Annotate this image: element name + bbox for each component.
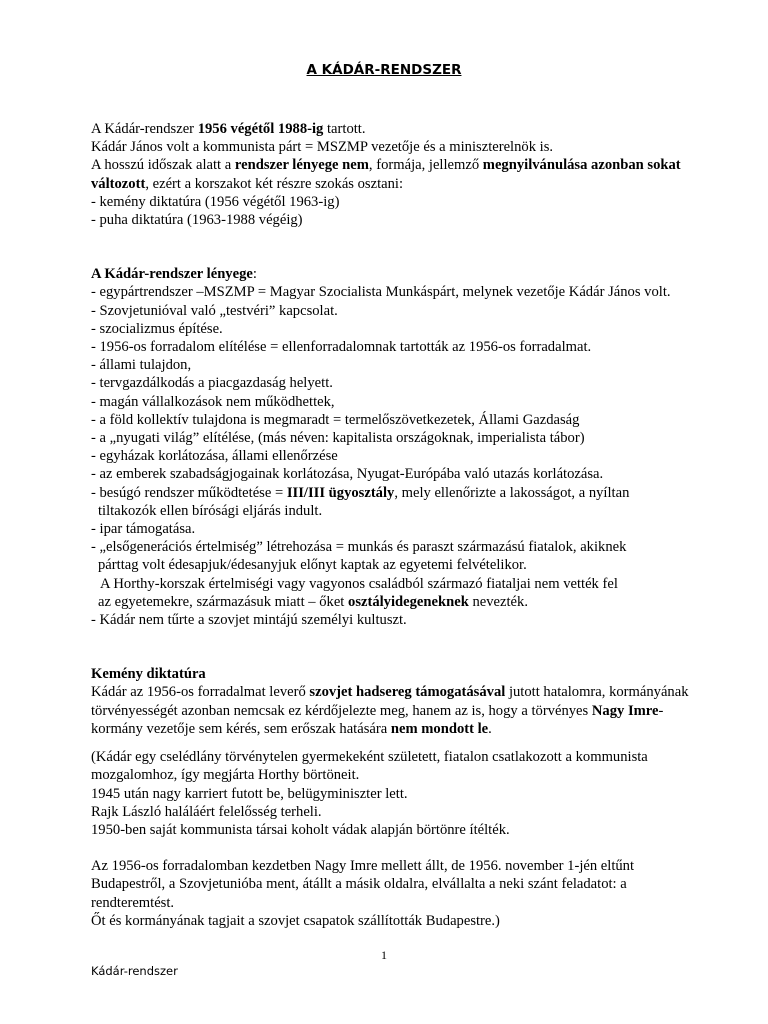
text-line <box>91 156 691 192</box>
bold-text: nem mondott le <box>390 720 489 737</box>
text-line <box>91 538 691 556</box>
text-run: A Horthy-korszak értelmiségi vagy vagyonos családból származó fiataljai nem vették fel <box>100 575 618 592</box>
text-line <box>91 748 691 784</box>
text-run: A hosszú időszak alatt a <box>91 157 235 174</box>
document-title: A KÁDÁR-RENDSZER <box>306 62 462 78</box>
bold-text: 1956 végétől 1988-ig <box>197 121 324 137</box>
hard-dictatorship-paragraph <box>91 683 691 738</box>
text-run: 1950-ben saját kommunista társai koholt vádak alapján börtönre ítélték. <box>91 821 510 838</box>
text-line <box>91 411 691 429</box>
text-run: az egyetemekre, származásuk miatt – őket <box>98 593 349 610</box>
text-run: , ezért a korszakot két részre szokás osztani: <box>145 175 404 192</box>
text-run: Kádár János volt a kommunista párt = MSZMP vezetője és a miniszterelnök is. <box>91 139 554 156</box>
text-run: Az 1956-os forradalomban kezdetben Nagy Imre mellett állt, de 1956. november 1-jén eltűnt Budapestről, a Szovjetunióba ment, átállt a másik oldalra, elvállalta a neki szánt feladatot: a rendteremtést. <box>91 858 635 911</box>
text-run: jutott hatalomra, kormányának törvényességét azonban nemcsak ez kérdőjelezte meg, hanem az is, hogy a törvényes <box>91 684 689 719</box>
intro-section <box>91 120 691 229</box>
text-run: - ipar támogatása. <box>91 521 196 538</box>
text-line <box>91 138 691 156</box>
text-line <box>91 484 691 502</box>
bold-text: A Kádár-rendszer lényege <box>91 266 253 283</box>
page-number: 1 <box>381 948 387 962</box>
text-line <box>91 302 691 320</box>
text-line <box>91 785 691 803</box>
text-run: - egypártrendszer –MSZMP = Magyar Szocialista Munkáspárt, melynek vezetője Kádár János volt. <box>91 284 671 301</box>
text-line <box>91 338 691 356</box>
bold-text: Nagy Imre <box>591 702 659 719</box>
text-line <box>91 857 691 912</box>
page-footer: Kádár-rendszer <box>91 964 178 978</box>
essence-list <box>91 283 691 629</box>
text-line <box>91 683 691 738</box>
text-run: nevezték. <box>468 593 528 610</box>
text-run: - magán vállalkozások nem működhettek, <box>91 393 335 410</box>
text-run: tartott. <box>323 121 366 137</box>
text-run: : <box>252 266 257 283</box>
text-run: - a föld kollektív tulajdona is megmaradt = termelőszövetkezetek, Állami Gazdaság <box>91 411 580 428</box>
text-run: - szocializmus építése. <box>91 320 223 337</box>
text-run: , formája, jellemző <box>368 157 483 174</box>
text-run: Őt és kormányának tagjait a szovjet csapatok szállították Budapestre.) <box>91 912 500 929</box>
text-line <box>91 283 691 301</box>
revolution-paragraph <box>91 857 691 930</box>
text-run: tiltakozók ellen bírósági eljárás indult. <box>98 502 323 519</box>
text-line <box>91 356 691 374</box>
text-run: 1945 után nagy karriert futott be, belügyminiszter lett. <box>91 785 408 802</box>
kadar-biography <box>91 748 691 839</box>
text-line <box>91 556 691 574</box>
text-run: A Kádár-rendszer <box>91 121 198 137</box>
text-run: . <box>488 720 492 737</box>
bold-text: rendszer lényege nem <box>234 157 369 174</box>
text-line <box>91 193 691 211</box>
text-run: - „elsőgenerációs értelmiség” létrehozása = munkás és paraszt származású fiatalok, akiknek <box>91 539 627 556</box>
document-body <box>91 120 691 930</box>
text-line <box>91 611 691 629</box>
text-run: - állami tulajdon, <box>91 357 192 374</box>
hard-dictatorship-heading <box>91 665 691 683</box>
text-run: Rajk László haláláért felelősség terheli. <box>91 803 322 820</box>
text-run: - Kádár nem tűrte a szovjet mintájú személyi kultuszt. <box>91 612 407 629</box>
text-line <box>91 120 691 138</box>
text-line <box>91 374 691 392</box>
text-run: - kemény diktatúra (1956 végétől 1963-ig) <box>91 193 340 210</box>
text-line <box>91 320 691 338</box>
text-line <box>91 502 691 520</box>
text-line <box>91 465 691 483</box>
text-line <box>91 520 691 538</box>
text-line <box>91 593 691 611</box>
heading-line <box>91 265 691 283</box>
text-run: - 1956-os forradalom elítélése = ellenforradalomnak tartották az 1956-os forradalmat. <box>91 339 592 356</box>
bold-text: osztályidegeneknek <box>348 593 469 610</box>
text-line <box>91 575 691 593</box>
text-run: - puha diktatúra (1963-1988 végéig) <box>91 212 303 229</box>
text-line <box>91 211 691 229</box>
bold-text: Kemény diktatúra <box>91 666 206 683</box>
heading-line <box>91 665 691 683</box>
text-run: - besúgó rendszer működtetése = <box>91 484 287 501</box>
text-run: - Szovjetunióval való „testvéri” kapcsolat. <box>91 302 338 319</box>
text-run: , mely ellenőrizte a lakosságot, a nyíltan <box>394 484 630 501</box>
text-line <box>91 393 691 411</box>
text-run: - a „nyugati világ” elítélése, (más néven: kapitalista országoknak, imperialista tábor) <box>91 430 585 447</box>
text-run: (Kádár egy cselédlány törvénytelen gyermekeként született, fiatalon csatlakozott a kommunista mozgalomhoz, így megjárta Horthy börtöneit. <box>91 749 648 784</box>
text-run: - az emberek szabadságjogainak korlátozása, Nyugat-Európába való utazás korlátozása. <box>91 466 604 483</box>
text-run: párttag volt édesapjuk/édesanyjuk előnyt kaptak az egyetemi felvételikor. <box>98 557 527 574</box>
essence-heading <box>91 265 691 283</box>
text-line <box>91 447 691 465</box>
bold-text: megnyilvánulása azonban sokat változott <box>91 157 681 192</box>
bold-text: III/III ügyosztály <box>286 484 395 501</box>
text-run: -kormány vezetője sem kérés, sem erőszak hatására <box>91 702 664 737</box>
text-run: - tervgazdálkodás a piacgazdaság helyett. <box>91 375 333 392</box>
bold-text: szovjet hadsereg támogatásával <box>309 684 506 701</box>
text-line <box>91 429 691 447</box>
text-run: - egyházak korlátozása, állami ellenőrzése <box>91 448 338 465</box>
text-line <box>91 803 691 821</box>
text-line <box>91 912 691 930</box>
text-line <box>91 821 691 839</box>
text-run: Kádár az 1956-os forradalmat leverő <box>91 684 310 701</box>
